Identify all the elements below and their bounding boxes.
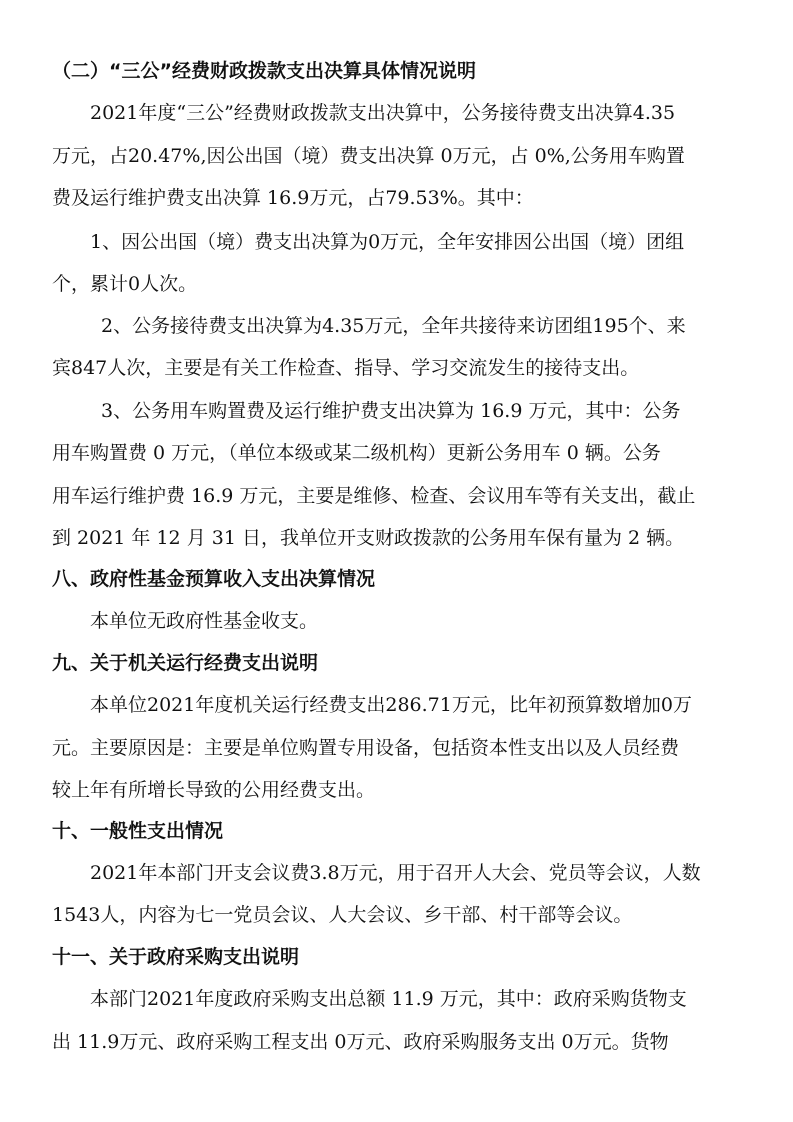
paragraph-line [90, 608, 793, 634]
text-line: 2021年本部门开支会议费3.8万元，用于召开人大会、党员等会议，人数 [90, 862, 701, 884]
text-line: 本部门2021年度政府采购支出总额 11.9 万元，其中：政府采购货物支 [90, 988, 687, 1010]
text-line: 较上年有所增长导致的公用经费支出。 [52, 779, 376, 801]
heading-text: 九、关于机关运行经费支出说明 [52, 652, 319, 674]
text-line: 出 11.9万元、政府采购工程支出 0万元、政府采购服务支出 0万元。货物 [52, 1031, 669, 1053]
paragraph-line [52, 143, 793, 169]
text-line: 宾847人次，主要是有关工作检查、指导、学习交流发生的接待支出。 [52, 357, 640, 379]
paragraph-line [52, 525, 793, 551]
paragraph-line [52, 1029, 793, 1055]
section-heading-9 [52, 650, 793, 676]
text-line: 2021年度“三公”经费财政拨款支出决算中，公务接待费支出决算4.35 [90, 102, 676, 124]
section-heading-11 [52, 944, 793, 970]
paragraph-line [90, 986, 793, 1012]
section-heading-8 [52, 566, 793, 592]
section-heading-10 [52, 818, 793, 844]
text-line: 3、公务用车购置费及运行维护费支出决算为 16.9 万元，其中：公务 [101, 400, 681, 422]
text-line: 到 2021 年 12 月 31 日，我单位开支财政拨款的公务用车保有量为 2 辆。 [52, 527, 685, 549]
paragraph-line [52, 735, 793, 761]
text-line: 本单位2021年度机关运行经费支出286.71万元，比年初预算数增加0万 [90, 694, 692, 716]
text-line: 1543人，内容为七一党员会议、人大会议、乡干部、村干部等会议。 [52, 904, 633, 926]
paragraph-line [52, 355, 793, 381]
paragraph-line [52, 483, 793, 509]
paragraph-line [52, 185, 793, 211]
paragraph-line [101, 398, 793, 424]
heading-text: （二）“三公”经费财政拨款支出决算具体情况说明 [52, 60, 476, 82]
paragraph-line [52, 777, 793, 803]
text-line: 万元，占20.47%,因公出国（境）费支出决算 0万元，占 0%,公务用车购置 [52, 145, 685, 167]
paragraph-line [90, 692, 793, 718]
heading-text: 十一、关于政府采购支出说明 [52, 946, 300, 968]
text-line: 费及运行维护费支出决算 16.9万元，占79.53%。其中： [52, 187, 534, 209]
paragraph-line [90, 100, 793, 126]
text-line: 用车运行维护费 16.9 万元，主要是维修、检查、会议用车等有关支出，截止 [52, 485, 696, 507]
text-line: 用车购置费 0 万元，（单位本级或某二级机构）更新公务用车 0 辆。公务 [52, 442, 661, 464]
paragraph-line [90, 860, 793, 886]
text-line: 元。主要原因是：主要是单位购置专用设备，包括资本性支出以及人员经费 [52, 737, 680, 759]
heading-text: 十、一般性支出情况 [52, 820, 224, 842]
paragraph-line [90, 229, 793, 255]
paragraph-line [52, 902, 793, 928]
text-line: 2、公务接待费支出决算为4.35万元，全年共接待来访团组195个、来 [101, 315, 686, 337]
text-line: 本单位无政府性基金收支。 [90, 610, 319, 632]
heading-text: 八、政府性基金预算收入支出决算情况 [52, 568, 376, 590]
paragraph-line [52, 440, 793, 466]
text-line: 1、因公出国（境）费支出决算为0万元，全年安排因公出国（境）团组 [90, 231, 685, 253]
text-line: 个，累计0人次。 [52, 273, 198, 295]
paragraph-line [101, 313, 793, 339]
paragraph-line [52, 271, 793, 297]
section-heading-sangong [52, 58, 793, 84]
